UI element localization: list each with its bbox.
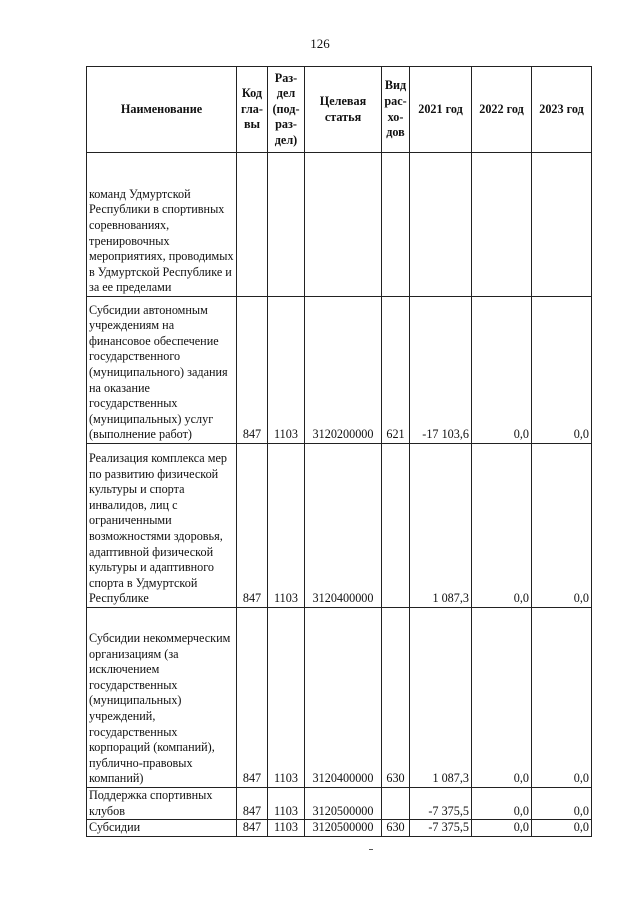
row-chapter: 847: [237, 608, 268, 788]
row-2021: 1 087,3: [410, 444, 472, 608]
table-row: [87, 608, 592, 788]
row-name: Субсидии автономным учреждениям на финансовое обеспечение государственного (муниципального) задания на оказание государственных (муниципальных) услуг (выполнение работ): [87, 297, 237, 444]
row-section: 1103: [268, 444, 305, 608]
row-2021: 1 087,3: [410, 608, 472, 788]
row-article: 3120200000: [305, 297, 382, 444]
row-2022: 0,0: [472, 444, 532, 608]
row-2023: 0,0: [532, 444, 592, 608]
row-article: 3120400000: [305, 608, 382, 788]
row-vid: 630: [382, 608, 410, 788]
row-article: 3120400000: [305, 444, 382, 608]
row-chapter: 847: [237, 788, 268, 820]
row-article: [305, 153, 382, 297]
row-2023: 0,0: [532, 820, 592, 837]
row-vid: [382, 788, 410, 820]
row-2021: -7 375,5: [410, 820, 472, 837]
row-2022: 0,0: [472, 608, 532, 788]
row-section: 1103: [268, 608, 305, 788]
page-number: 126: [310, 36, 330, 51]
table-row: [87, 820, 592, 837]
row-section: 1103: [268, 820, 305, 837]
header-chapter-code: Код гла- вы: [237, 67, 268, 153]
header-2022: 2022 год: [472, 67, 532, 153]
row-name: Поддержка спортивных клубов: [87, 788, 237, 820]
row-2022: 0,0: [472, 788, 532, 820]
row-vid: 621: [382, 297, 410, 444]
row-chapter: 847: [237, 820, 268, 837]
row-2021: -7 375,5: [410, 788, 472, 820]
row-article: 3120500000: [305, 788, 382, 820]
table-row: [87, 444, 592, 608]
row-vid: [382, 444, 410, 608]
table-row: [87, 153, 592, 297]
row-2023: 0,0: [532, 608, 592, 788]
row-chapter: [237, 153, 268, 297]
budget-table: [86, 66, 592, 837]
header-target-article: Целевая статья: [305, 67, 382, 153]
row-2022: 0,0: [472, 297, 532, 444]
row-vid: 630: [382, 820, 410, 837]
table-row: [87, 297, 592, 444]
table-header-row: [87, 67, 592, 153]
row-chapter: 847: [237, 297, 268, 444]
row-2022: 0,0: [472, 820, 532, 837]
header-name: Наименование: [87, 67, 237, 153]
header-2021: 2021 год: [410, 67, 472, 153]
header-expense-type: Вид рас- хо- дов: [382, 67, 410, 153]
row-article: 3120500000: [305, 820, 382, 837]
row-name: Субсидии: [87, 820, 237, 837]
row-name: Субсидии некоммерческим организациям (за исключением государственных (муниципальных) учреждений, государственных корпораций (компаний), публично-правовых компаний): [87, 608, 237, 788]
row-name: Реализация комплекса мер по развитию физической культуры и спорта инвалидов, лиц с ограниченными возможностями здоровья, адаптивной физической культуры и адаптивного спорта в Удмуртской Республике: [87, 444, 237, 608]
header-2023: 2023 год: [532, 67, 592, 153]
row-2021: [410, 153, 472, 297]
row-2023: [532, 153, 592, 297]
row-name: команд Удмуртской Республики в спортивных соревнованиях, тренировочных мероприятиях, проводимых в Удмуртской Республике и за ее пределами: [87, 153, 237, 297]
header-section: Раз- дел (под- раз- дел): [268, 67, 305, 153]
row-vid: [382, 153, 410, 297]
row-chapter: 847: [237, 444, 268, 608]
table-row: [87, 788, 592, 820]
scan-mark: [369, 849, 373, 850]
row-2022: [472, 153, 532, 297]
row-section: 1103: [268, 788, 305, 820]
row-2023: 0,0: [532, 788, 592, 820]
row-section: [268, 153, 305, 297]
row-2023: 0,0: [532, 297, 592, 444]
row-2021: -17 103,6: [410, 297, 472, 444]
row-section: 1103: [268, 297, 305, 444]
